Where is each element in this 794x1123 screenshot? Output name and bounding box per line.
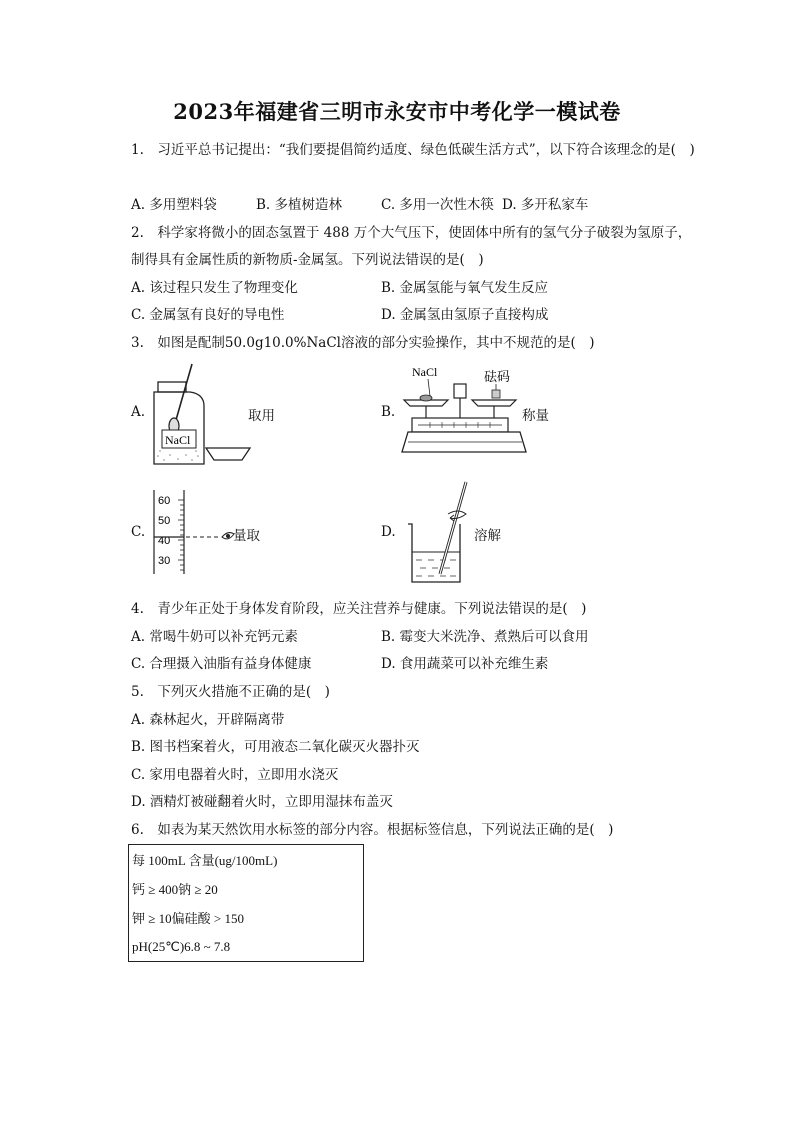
water-label-table bbox=[128, 844, 364, 962]
q1-option-a: A. 多用塑料袋 bbox=[131, 197, 217, 213]
q1-option-d: D. 多开私家车 bbox=[502, 197, 589, 213]
q4-option-b: B. 霉变大米洗净、煮熟后可以食用 bbox=[381, 629, 589, 645]
question-2-stem-line1: 2. 科学家将微小的固态氢置于 488 万个大气压下，使固体中所有的氢气分子破裂为氢原子， bbox=[131, 225, 692, 241]
q2-option-d: D. 金属氢由氢原子直接构成 bbox=[381, 307, 549, 323]
water-label-row: 钾 ≥ 10偏硅酸 > 150 bbox=[132, 911, 244, 926]
cylinder-tick-50: 50 bbox=[158, 515, 171, 527]
question-6-stem: 6. 如表为某天然饮用水标签的部分内容。根据标签信息，下列说法正确的是( ) bbox=[131, 822, 614, 838]
q5-option-c: C. 家用电器着火时，立即用水浇灭 bbox=[131, 767, 339, 783]
cylinder-tick-30: 30 bbox=[158, 555, 171, 567]
bottle-label-nacl: NaCl bbox=[165, 433, 191, 447]
q3-option-c-letter: C. bbox=[131, 524, 146, 540]
balance-nacl-label: NaCl bbox=[412, 365, 438, 379]
balance-weights-label: 砝码 bbox=[484, 369, 511, 384]
q2-option-a: A. 该过程只发生了物理变化 bbox=[131, 280, 298, 296]
q1-option-c: C. 多用一次性木筷 bbox=[381, 197, 494, 213]
water-label-row: 每 100mL 含量(ug/100mL) bbox=[132, 853, 278, 868]
water-label-row: pH(25℃)6.8 ~ 7.8 bbox=[132, 938, 231, 954]
exam-title: 2023年福建省三明市永安市中考化学一模试卷 bbox=[173, 99, 621, 124]
balance-figure bbox=[400, 362, 530, 462]
water-label-row: 钙 ≥ 400钠 ≥ 20 bbox=[132, 882, 218, 897]
q4-option-c: C. 合理摄入油脂有益身体健康 bbox=[131, 656, 312, 672]
q2-option-b: B. 金属氢能与氧气发生反应 bbox=[381, 280, 549, 296]
question-3-stem: 3. 如图是配制50.0g10.0%NaCl溶液的部分实验操作，其中不规范的是( ) bbox=[131, 335, 595, 351]
q5-option-d: D. 酒精灯被碰翻着火时，立即用湿抹布盖灭 bbox=[131, 794, 393, 810]
q3-option-d-letter: D. bbox=[381, 524, 396, 540]
question-1-stem: 1. 习近平总书记提出：“我们要提倡简约适度、绿色低碳生活方式”，以下符合该理念的是( ) bbox=[131, 142, 695, 158]
q5-option-a: A. 森林起火，开辟隔离带 bbox=[131, 712, 285, 728]
q3-option-c-label: 量取 bbox=[233, 528, 260, 544]
q4-option-a: A. 常喝牛奶可以补充钙元素 bbox=[131, 629, 298, 645]
q2-option-c: C. 金属氢有良好的导电性 bbox=[131, 307, 285, 323]
q3-option-b-letter: B. bbox=[381, 404, 396, 420]
beaker-stirring-figure bbox=[400, 478, 480, 588]
cylinder-tick-60: 60 bbox=[158, 495, 171, 507]
q3-option-a-label: 取用 bbox=[248, 408, 275, 424]
question-5-stem: 5. 下列灭火措施不正确的是( ) bbox=[131, 684, 330, 700]
q3-option-a-letter: A. bbox=[131, 404, 146, 420]
q3-option-b-label: 称量 bbox=[522, 408, 549, 424]
q4-option-d: D. 食用蔬菜可以补充维生素 bbox=[381, 656, 549, 672]
q5-option-b: B. 图书档案着火，可用液态二氧化碳灭火器扑灭 bbox=[131, 739, 420, 755]
q3-option-d-label: 溶解 bbox=[474, 528, 501, 544]
weighing-bottle-spoon-figure bbox=[148, 360, 258, 470]
q1-option-b: B. 多植树造林 bbox=[256, 197, 343, 213]
cylinder-tick-40: 40 bbox=[158, 535, 171, 547]
question-2-stem-line2: 制得具有金属性质的新物质-金属氢。下列说法错误的是( ) bbox=[131, 252, 484, 268]
question-4-stem: 4. 青少年正处于身体发育阶段，应关注营养与健康。下列说法错误的是( ) bbox=[131, 601, 587, 617]
